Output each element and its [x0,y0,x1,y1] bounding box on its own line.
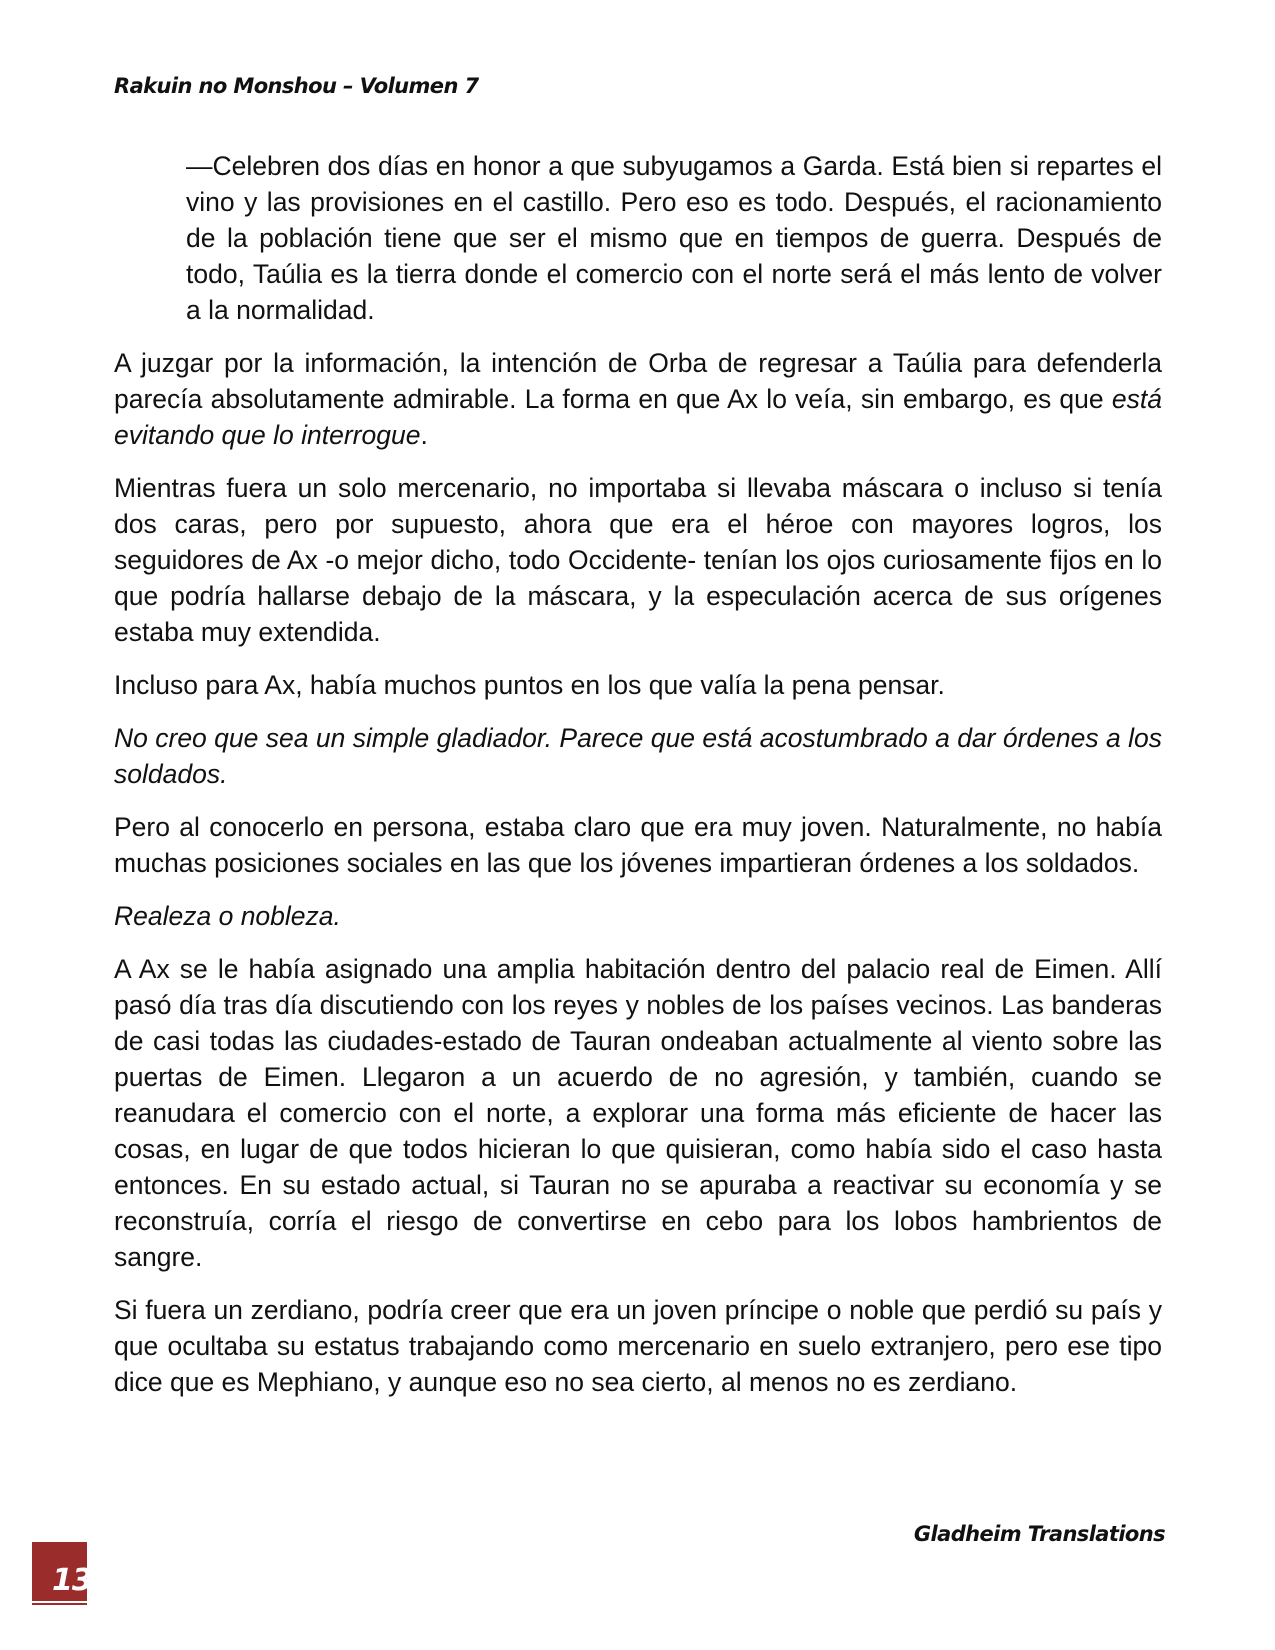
paragraph: Pero al conocerlo en persona, estaba claro que era muy joven. Naturalmente, no había muchas posiciones sociales en las que los jóvenes impartieran órdenes a los soldados. [114,812,1162,878]
paragraph-thought: Realeza o nobleza. [114,901,341,931]
footer-credit: Gladheim Translations [913,1522,1165,1546]
paragraph: Incluso para Ax, había muchos puntos en los que valía la pena pensar. [114,670,945,700]
running-header: Rakuin no Monshou – Volumen 7 [114,74,479,98]
body-text [114,148,1162,1417]
paragraph-italic-text: está evitando que lo interrogue [114,384,1162,450]
paragraph [114,345,1162,453]
page-number-underline [32,1601,87,1603]
paragraph-text: . [420,420,428,450]
paragraph-text: A juzgar por la información, la intención de Orba de regresar a Taúlia para defenderla parecía absolutamente admirable. La forma en que Ax lo veía, sin embargo, es que [114,348,1162,414]
paragraph: A Ax se le había asignado una amplia habitación dentro del palacio real de Eimen. Allí pasó día tras día discutiendo con los reyes y nobles de los países vecinos. Las banderas de casi todas las ciudades-estado de Tauran ondeaban actualmente al viento sobre las puertas de Eimen. Llegaron a un acuerdo de no agresión, y también, cuando se reanudara el comercio con el norte, a explorar una forma más eficiente de hacer las cosas, en lugar de que todos hicieran lo que quisieran, como había sido el caso hasta entonces. En su estado actual, si Tauran no se apuraba a reactivar su economía y se reconstruía, corría el riesgo de convertirse en cebo para los lobos hambrientos de sangre. [114,954,1162,1272]
page-number: 13 [52,1563,92,1598]
paragraph-thought: No creo que sea un simple gladiador. Parece que está acostumbrado a dar órdenes a los soldados. [114,723,1162,789]
paragraph: Mientras fuera un solo mercenario, no importaba si llevaba máscara o incluso si tenía dos caras, pero por supuesto, ahora que era el héroe con mayores logros, los seguidores de Ax -o mejor dicho, todo Occidente- tenían los ojos curiosamente fijos en lo que podría hallarse debajo de la máscara, y la especulación acerca de sus orígenes estaba muy extendida. [114,473,1162,647]
paragraph: Si fuera un zerdiano, podría creer que era un joven príncipe o noble que perdió su país y que ocultaba su estatus trabajando como mercenario en suelo extranjero, pero ese tipo dice que es Mephiano, y aunque eso no sea cierto, al menos no es zerdiano. [114,1295,1162,1397]
paragraph-dialogue: —Celebren dos días en honor a que subyugamos a Garda. Está bien si repartes el vino y las provisiones en el castillo. Pero eso es todo. Después, el racionamiento de la población tiene que ser el mismo que en tiempos de guerra. Después de todo, Taúlia es la tierra donde el comercio con el norte será el más lento de volver a la normalidad. [186,151,1162,325]
